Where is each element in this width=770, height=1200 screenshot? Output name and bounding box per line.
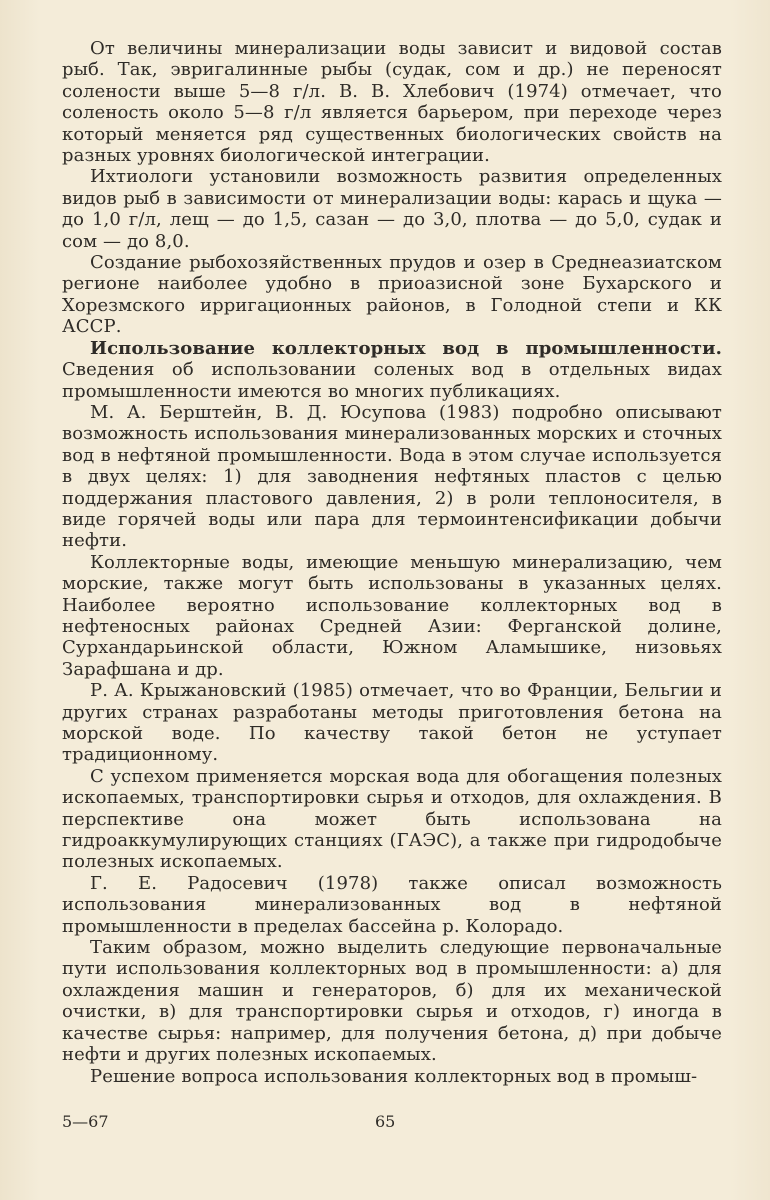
paragraph-2: [62, 166, 722, 252]
paragraph-5: [62, 402, 722, 552]
paragraph-10: [62, 937, 722, 1065]
paragraph-text: Г. Е. Радосевич (1978) также описал возможность использования минерализованных вод в нефтяной промышленности в пределах бассейна р. Колорадо.: [62, 872, 722, 937]
paragraph-text: Решение вопроса использования коллекторных вод в промыш-: [90, 1065, 698, 1087]
paragraph-text: М. А. Берштейн, В. Д. Юсупова (1983) подробно описывают возможность использования минерализованных морских и сточных вод в нефтяной промышленности. Вода в этом случае используется в двух целях: 1) для заводнения нефтяных пластов с целью поддержания пластового давления, 2) в роли теплоносителя, в виде горячей воды или пара для термоинтенсификации добычи нефти.: [62, 401, 722, 552]
body-text: [62, 38, 722, 1087]
paragraph-7: [62, 680, 722, 766]
paragraph-text: С успехом применяется морская вода для обогащения полезных ископаемых, транспортировки сырья и отходов, для охлаждения. В перспективе она может быть использована на гидроаккумулирующих станциях (ГАЭС), а также при гидродобыче полезных ископаемых.: [62, 765, 722, 873]
paragraph-11: [62, 1066, 722, 1087]
paragraph-8: [62, 766, 722, 873]
paragraph-text: Создание рыбохозяйственных прудов и озер в Среднеазиатском регионе наиболее удобно в приоазисной зоне Бухарского и Хорезмского ирригационных районов, в Голодной степи и КК АССР.: [62, 252, 722, 338]
paragraph-text: Таким образом, можно выделить следующие первоначальные пути использования коллекторных вод в промышленности: а) для охлаждения машин и генераторов, б) для их механической очистки, в) для транспортировки сырья и отходов, г) иногда в качестве сырья: например, для получения бетона, д) при добыче нефти и других полезных ископаемых.: [62, 937, 722, 1066]
paragraph-text: Коллекторные воды, имеющие меньшую минерализацию, чем морские, также могут быть использованы в указанных целях. Наиболее вероятно использование коллекторных вод в нефтеносных районах Средней Азии: Ферганской долине, Сурхандарьинской области, Южном Аламышике, низовьях Зарафшана и др.: [62, 551, 722, 680]
printer-signature: 5—67: [62, 1112, 109, 1131]
paragraph-text: Сведения об использовании соленых вод в отдельных видах промышленности имеются во многих публикациях.: [62, 359, 722, 402]
paragraph-text: Ихтиологи установили возможность развития определенных видов рыб в зависимости от минерализации воды: карась и щука — до 1,0 г/л, лещ — до 1,5, сазан — до 3,0, плотва — до 5,0, судак и сом — до 8,0.: [62, 166, 722, 252]
paragraph-text: От величины минерализации воды зависит и видовой состав рыб. Так, эвригалинные рыбы (судак, сом и др.) не переносят солености выше 5—8 г/л. В. В. Хлебович (1974) отмечает, что соленость около 5—8 г/л является барьером, при переходе через который меняется ряд существенных биологических свойств на разных уровнях биологической интеграции.: [62, 38, 722, 167]
paragraph-4: [62, 338, 722, 402]
section-heading: Использование коллекторных вод в промышленности.: [90, 337, 722, 359]
paragraph-3: [62, 252, 722, 338]
paragraph-1: [62, 38, 722, 166]
page-number: 65: [375, 1112, 396, 1131]
paragraph-text: Р. А. Крыжановский (1985) отмечает, что во Франции, Бельгии и других странах разработаны методы приготовления бетона на морской воде. По качеству такой бетон не уступает традиционному.: [62, 680, 722, 766]
paragraph-6: [62, 552, 722, 680]
paragraph-9: [62, 873, 722, 937]
